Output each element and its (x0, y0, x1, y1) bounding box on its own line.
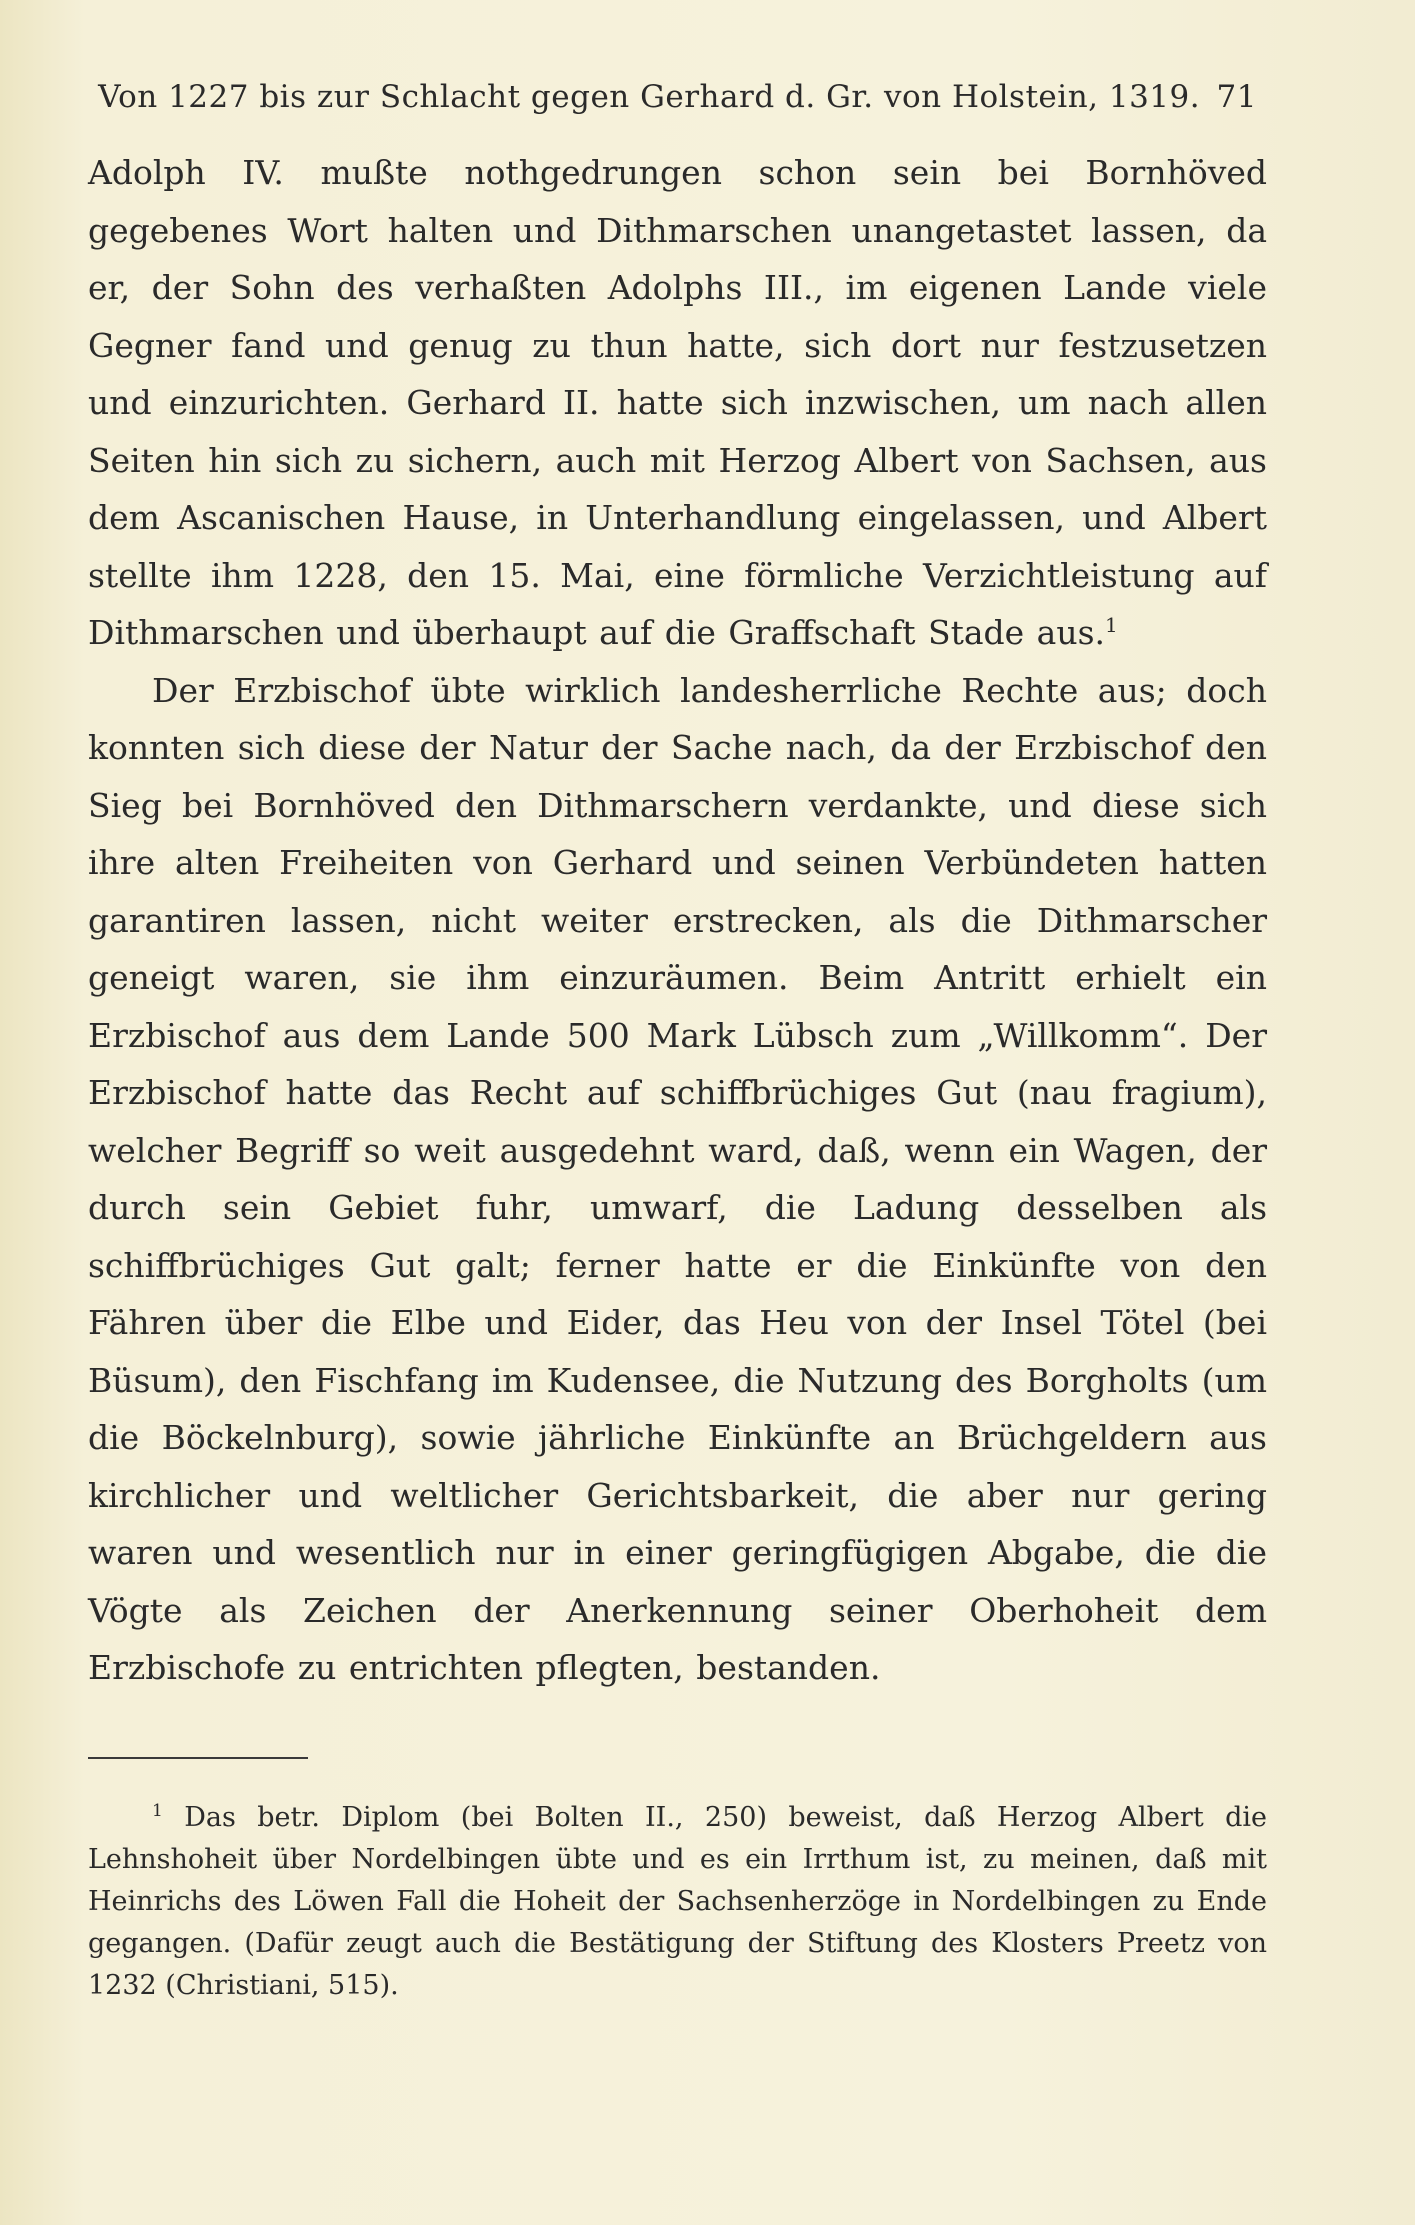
footnote-reference: 1 (1105, 613, 1118, 637)
paragraph-2-text: Der Erzbischof übte wirklich landesherrliche Rechte aus; doch konnten sich diese der Natur der Sache nach, da der Erzbischof den Sieg bei Bornhöved den Dithmarschern verdankte, und diese sich ihre alten Freiheiten von Gerhard und seinen Verbündeten hatten garantiren lassen, nicht weiter erstrecken, als die Dithmarscher geneigt waren, sie ihm einzuräumen. Beim Antritt erhielt ein Erzbischof aus dem Lande 500 Mark Lübsch zum „Willkomm“. Der Erzbischof hatte das Recht auf schiffbrüchiges Gut (nau fragium), welcher Begriff so weit ausgedehnt ward, daß, wenn ein Wagen, der durch sein Gebiet fuhr, umwarf, die Ladung desselben als schiffbrüchiges Gut galt; ferner hatte er die Einkünfte von den Fähren über die Elbe und Eider, das Heu von der Insel Tötel (bei Büsum), den Fischfang im Kudensee, die Nutzung des Borgholts (um die Böckelnburg), sowie jährliche Einkünfte an Brüchgeldern aus kirchlicher und weltlicher Gerichtsbarkeit, die aber nur gering waren und wesentlich nur in einer geringfügigen Abgabe, die die Vögte als Zeichen der Anerkennung seiner Oberhoheit dem Erzbischofe zu entrichten pflegten, bestanden. (88, 670, 1267, 1687)
body-text (88, 144, 1267, 1697)
paragraph-1-text: Adolph IV. mußte nothgedrungen schon sein bei Bornhöved gegebenes Wort halten und Dithmarschen unangetastet lassen, da er, der Sohn des verhaßten Adolphs III., im eigenen Lande viele Gegner fand und genug zu thun hatte, sich dort nur festzusetzen und einzurichten. Gerhard II. hatte sich inzwischen, um nach allen Seiten hin sich zu sichern, auch mit Herzog Albert von Sachsen, aus dem Ascanischen Hause, in Unterhandlung eingelassen, und Albert stellte ihm 1228, den 15. Mai, eine förmliche Verzichtleistung auf Dithmarschen und überhaupt auf die Graffschaft Stade aus. (88, 153, 1267, 652)
footnote-marker: 1 (152, 1800, 163, 1821)
footnote-divider (88, 1757, 308, 1759)
footnote (88, 1797, 1267, 2007)
footnote-text: Das betr. Diplom (bei Bolten II., 250) beweist, daß Herzog Albert die Lehnshoheit über Nordelbingen übte und es ein Irrthum ist, zu meinen, daß mit Heinrichs des Löwen Fall die Hoheit der Sachsenherzöge in Nordelbingen zu Ende gegangen. (Dafür zeugt auch die Bestätigung der Stiftung des Klosters Preetz von 1232 (Christiani, 515). (88, 1801, 1267, 2001)
paragraph-1 (88, 144, 1267, 662)
running-head-title: Von 1227 bis zur Schlacht gegen Gerhard d. Gr. von Holstein, 1319. (98, 79, 1201, 115)
paragraph-2 (88, 662, 1267, 1697)
running-head (88, 62, 1267, 144)
footnote-paragraph (88, 1797, 1267, 2007)
page-number: 71 (1216, 79, 1257, 115)
